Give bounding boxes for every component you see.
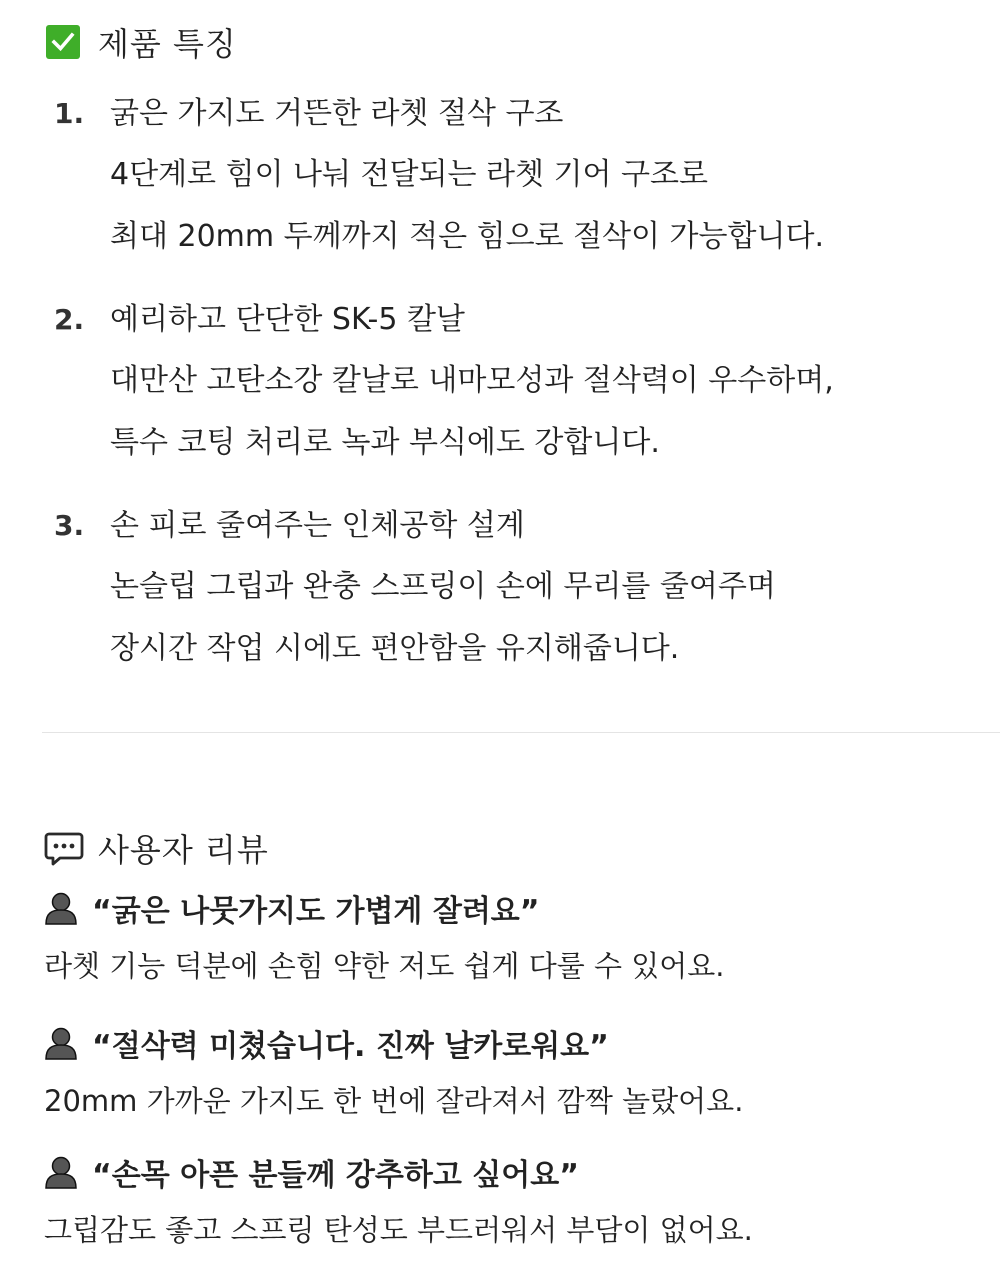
features-header <box>46 20 237 64</box>
feature-description-line: 특수 코팅 처리로 녹과 부식에도 강합니다. <box>110 425 660 460</box>
reviews-header <box>44 826 269 870</box>
person-icon <box>44 1155 78 1189</box>
feature-number: 2. <box>54 303 85 336</box>
feature-description-line: 장시간 작업 시에도 편안함을 유지해줍니다. <box>110 631 680 666</box>
person-icon <box>44 1026 78 1060</box>
feature-item <box>54 298 984 474</box>
speech-bubble-icon <box>44 828 84 868</box>
review-title: “절삭력 미쳤습니다. 진짜 날카로워요” <box>92 1029 609 1064</box>
review-body: 20mm 가까운 가지도 한 번에 잘라져서 깜짝 놀랐어요. <box>44 1084 744 1118</box>
review-title-row <box>44 1146 984 1198</box>
review-item <box>44 1017 984 1129</box>
review-title: “손목 아픈 분들께 강추하고 싶어요” <box>92 1158 579 1193</box>
review-title-row <box>44 882 984 934</box>
person-icon <box>44 891 78 925</box>
feature-item <box>54 92 984 268</box>
feature-description-line: 대만산 고탄소강 칼날로 내마모성과 절삭력이 우수하며, <box>110 363 834 398</box>
feature-number: 1. <box>54 97 85 130</box>
feature-item <box>54 504 984 680</box>
section-divider <box>42 732 1000 733</box>
feature-description-line: 논슬립 그립과 완충 스프링이 손에 무리를 줄여주며 <box>110 569 776 604</box>
feature-title: 굵은 가지도 거뜬한 라쳇 절삭 구조 <box>110 96 564 131</box>
features-list <box>54 92 984 710</box>
feature-title: 예리하고 단단한 SK-5 칼날 <box>110 302 465 337</box>
review-item <box>44 1146 984 1258</box>
check-box-icon <box>46 25 80 59</box>
review-body: 그립감도 좋고 스프링 탄성도 부드러워서 부담이 없어요. <box>44 1213 753 1247</box>
feature-title: 손 피로 줄여주는 인체공학 설계 <box>110 508 525 543</box>
review-title-row <box>44 1017 984 1069</box>
review-body: 라쳇 기능 덕분에 손힘 약한 저도 쉽게 다룰 수 있어요. <box>44 949 725 983</box>
feature-description-line: 4단계로 힘이 나눠 전달되는 라쳇 기어 구조로 <box>110 157 708 192</box>
review-title: “굵은 나뭇가지도 가볍게 잘려요” <box>92 894 540 929</box>
features-title: 제품 특징 <box>98 25 237 63</box>
reviews-title: 사용자 리뷰 <box>98 831 269 869</box>
feature-description-line: 최대 20mm 두께까지 적은 힘으로 절삭이 가능합니다. <box>110 219 824 254</box>
review-item <box>44 882 984 994</box>
feature-number: 3. <box>54 509 85 542</box>
